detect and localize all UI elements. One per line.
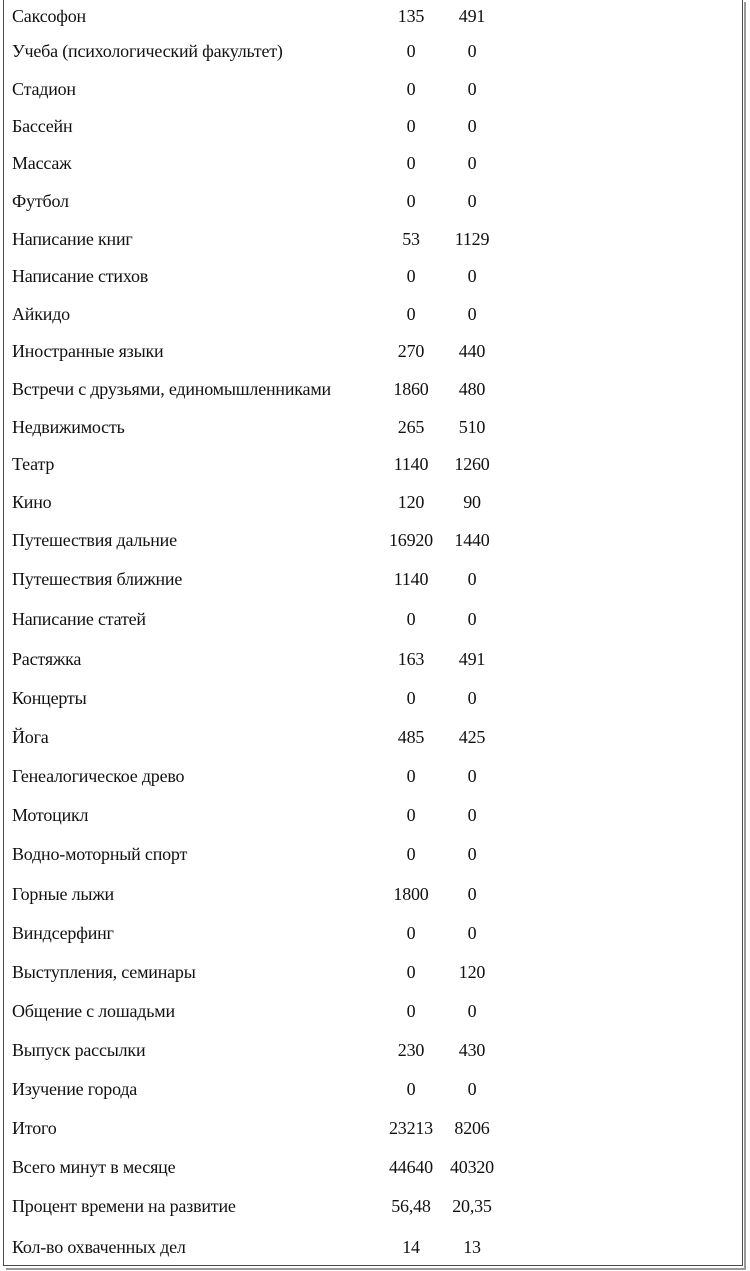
row-name-cell: Йога xyxy=(12,727,49,747)
row-name-cell: Путешествия дальние xyxy=(12,529,177,550)
table-row xyxy=(12,600,502,639)
row-name-cell: Массаж xyxy=(12,153,72,173)
row-name-cell: Генеалогическое древо xyxy=(12,766,185,786)
row-name-cell: Иностранные языки xyxy=(12,341,164,361)
table-row xyxy=(12,108,502,145)
table-row xyxy=(12,1187,502,1226)
frame-shadow-right xyxy=(744,2,746,1270)
row-value-1-cell: 44640 xyxy=(388,1157,433,1177)
row-value-1-cell: 0 xyxy=(406,844,416,864)
row-value-2-cell: 0 xyxy=(467,116,477,136)
row-value-2-cell: 425 xyxy=(458,727,486,747)
row-value-2-cell: 20,35 xyxy=(452,1196,492,1216)
row-value-2-cell: 0 xyxy=(467,190,477,211)
row-value-1-cell: 163 xyxy=(397,648,425,669)
row-name-cell: Мотоцикл xyxy=(12,805,89,825)
table-row xyxy=(12,992,502,1031)
table-row xyxy=(12,521,502,559)
row-value-2-cell: 480 xyxy=(458,378,486,399)
row-name-cell: Выступления, семинары xyxy=(12,962,196,982)
row-name-cell: Горные лыжи xyxy=(12,883,114,904)
table-row xyxy=(12,914,502,953)
row-value-1-cell: 0 xyxy=(406,688,416,708)
row-value-1-cell: 23213 xyxy=(388,1118,433,1138)
row-value-2-cell: 90 xyxy=(463,491,481,512)
row-value-1-cell: 485 xyxy=(397,727,425,747)
row-value-2-cell: 0 xyxy=(467,569,477,589)
row-name-cell: Концерты xyxy=(12,688,87,708)
frame-shadow-bottom xyxy=(6,1268,746,1270)
row-name-cell: Театр xyxy=(12,454,55,474)
row-name-cell: Кол-во охваченных дел xyxy=(12,1236,186,1257)
row-name-cell: Написание стихов xyxy=(12,266,149,286)
row-value-1-cell: 0 xyxy=(406,805,416,825)
table-row xyxy=(12,1226,502,1268)
table-row xyxy=(12,483,502,521)
row-name-cell: Встречи с друзьями, единомышленниками xyxy=(12,378,331,399)
activity-table-body xyxy=(12,0,502,1268)
row-value-2-cell: 13 xyxy=(463,1236,481,1257)
row-name-cell: Недвижимость xyxy=(12,416,125,437)
row-value-2-cell: 491 xyxy=(458,5,486,26)
row-name-cell: Изучение города xyxy=(12,1079,138,1099)
row-name-cell: Бассейн xyxy=(12,116,73,136)
row-value-2-cell: 0 xyxy=(467,805,477,825)
table-row xyxy=(12,258,502,295)
table-row xyxy=(12,70,502,108)
row-value-2-cell: 120 xyxy=(458,962,486,982)
table-row xyxy=(12,679,502,718)
row-value-2-cell: 0 xyxy=(467,266,477,286)
row-value-1-cell: 0 xyxy=(406,303,416,324)
row-value-2-cell: 0 xyxy=(467,766,477,786)
table-row xyxy=(12,953,502,992)
table-row xyxy=(12,1109,502,1148)
table-row xyxy=(12,1031,502,1070)
table-row xyxy=(12,446,502,483)
row-value-2-cell: 0 xyxy=(467,303,477,324)
row-value-2-cell: 1440 xyxy=(454,529,490,550)
row-name-cell: Виндсерфинг xyxy=(12,923,114,943)
row-value-1-cell: 56,48 xyxy=(391,1196,431,1216)
row-value-1-cell: 16920 xyxy=(388,529,433,550)
row-value-2-cell: 0 xyxy=(467,1079,477,1099)
row-value-1-cell: 0 xyxy=(406,962,416,982)
table-row xyxy=(12,333,502,370)
table-row xyxy=(12,220,502,258)
row-value-1-cell: 265 xyxy=(397,416,425,437)
row-value-1-cell: 1140 xyxy=(393,454,429,474)
table-row xyxy=(12,182,502,220)
row-value-2-cell: 440 xyxy=(458,341,486,361)
row-value-1-cell: 14 xyxy=(402,1236,420,1257)
row-value-1-cell: 0 xyxy=(406,40,416,61)
table-row xyxy=(12,559,502,600)
row-value-2-cell: 40320 xyxy=(449,1157,494,1177)
table-row xyxy=(12,145,502,182)
row-value-2-cell: 0 xyxy=(467,153,477,173)
row-name-cell: Растяжка xyxy=(12,648,82,669)
table-row xyxy=(12,408,502,446)
row-name-cell: Выпуск рассылки xyxy=(12,1040,146,1060)
row-name-cell: Стадион xyxy=(12,78,76,99)
row-value-1-cell: 135 xyxy=(397,5,425,26)
row-name-cell: Водно-моторный спорт xyxy=(12,844,188,864)
row-value-1-cell: 0 xyxy=(406,923,416,943)
row-value-2-cell: 0 xyxy=(467,844,477,864)
row-value-1-cell: 1140 xyxy=(393,569,429,589)
row-name-cell: Кино xyxy=(12,491,52,512)
row-value-2-cell: 510 xyxy=(458,416,486,437)
row-name-cell: Футбол xyxy=(12,190,69,211)
row-value-1-cell: 120 xyxy=(397,491,425,512)
row-value-1-cell: 0 xyxy=(406,266,416,286)
row-name-cell: Путешествия ближние xyxy=(12,569,183,589)
row-value-2-cell: 0 xyxy=(467,1001,477,1021)
row-value-1-cell: 230 xyxy=(397,1040,425,1060)
row-name-cell: Написание книг xyxy=(12,228,133,249)
row-value-1-cell: 0 xyxy=(406,190,416,211)
row-name-cell: Всего минут в месяце xyxy=(12,1157,176,1177)
row-name-cell: Общение с лошадьми xyxy=(12,1001,175,1021)
table-row xyxy=(12,718,502,757)
table-row xyxy=(12,639,502,679)
row-value-2-cell: 1129 xyxy=(454,228,490,249)
row-value-1-cell: 1800 xyxy=(393,883,429,904)
row-value-1-cell: 0 xyxy=(406,78,416,99)
row-value-1-cell: 0 xyxy=(406,766,416,786)
table-row xyxy=(12,295,502,333)
row-value-1-cell: 1860 xyxy=(393,378,429,399)
row-value-2-cell: 0 xyxy=(467,40,477,61)
row-value-2-cell: 0 xyxy=(467,688,477,708)
row-name-cell: Саксофон xyxy=(12,5,86,26)
row-value-2-cell: 430 xyxy=(458,1040,486,1060)
table-row xyxy=(12,835,502,874)
row-value-2-cell: 0 xyxy=(467,883,477,904)
row-value-2-cell: 0 xyxy=(467,78,477,99)
row-value-1-cell: 0 xyxy=(406,609,416,629)
table-row xyxy=(12,370,502,408)
row-value-1-cell: 0 xyxy=(406,1079,416,1099)
table-row xyxy=(12,796,502,835)
table-row xyxy=(12,1070,502,1109)
row-value-2-cell: 491 xyxy=(458,648,486,669)
row-value-1-cell: 0 xyxy=(406,153,416,173)
row-value-2-cell: 0 xyxy=(467,609,477,629)
row-value-2-cell: 8206 xyxy=(454,1118,490,1138)
row-value-2-cell: 0 xyxy=(467,923,477,943)
row-value-1-cell: 0 xyxy=(406,1001,416,1021)
row-name-cell: Итого xyxy=(12,1118,57,1138)
table-row xyxy=(12,874,502,914)
row-name-cell: Процент времени на развитие xyxy=(12,1196,236,1216)
table-row xyxy=(12,1148,502,1187)
row-name-cell: Айкидо xyxy=(12,303,70,324)
row-value-1-cell: 53 xyxy=(402,228,420,249)
table-row xyxy=(12,32,502,70)
activity-table xyxy=(12,0,502,1268)
row-name-cell: Написание статей xyxy=(12,609,146,629)
row-name-cell: Учеба (психологический факультет) xyxy=(12,40,283,61)
table-row xyxy=(12,757,502,796)
table-row xyxy=(12,0,502,32)
row-value-2-cell: 1260 xyxy=(454,454,490,474)
row-value-1-cell: 0 xyxy=(406,116,416,136)
row-value-1-cell: 270 xyxy=(397,341,425,361)
